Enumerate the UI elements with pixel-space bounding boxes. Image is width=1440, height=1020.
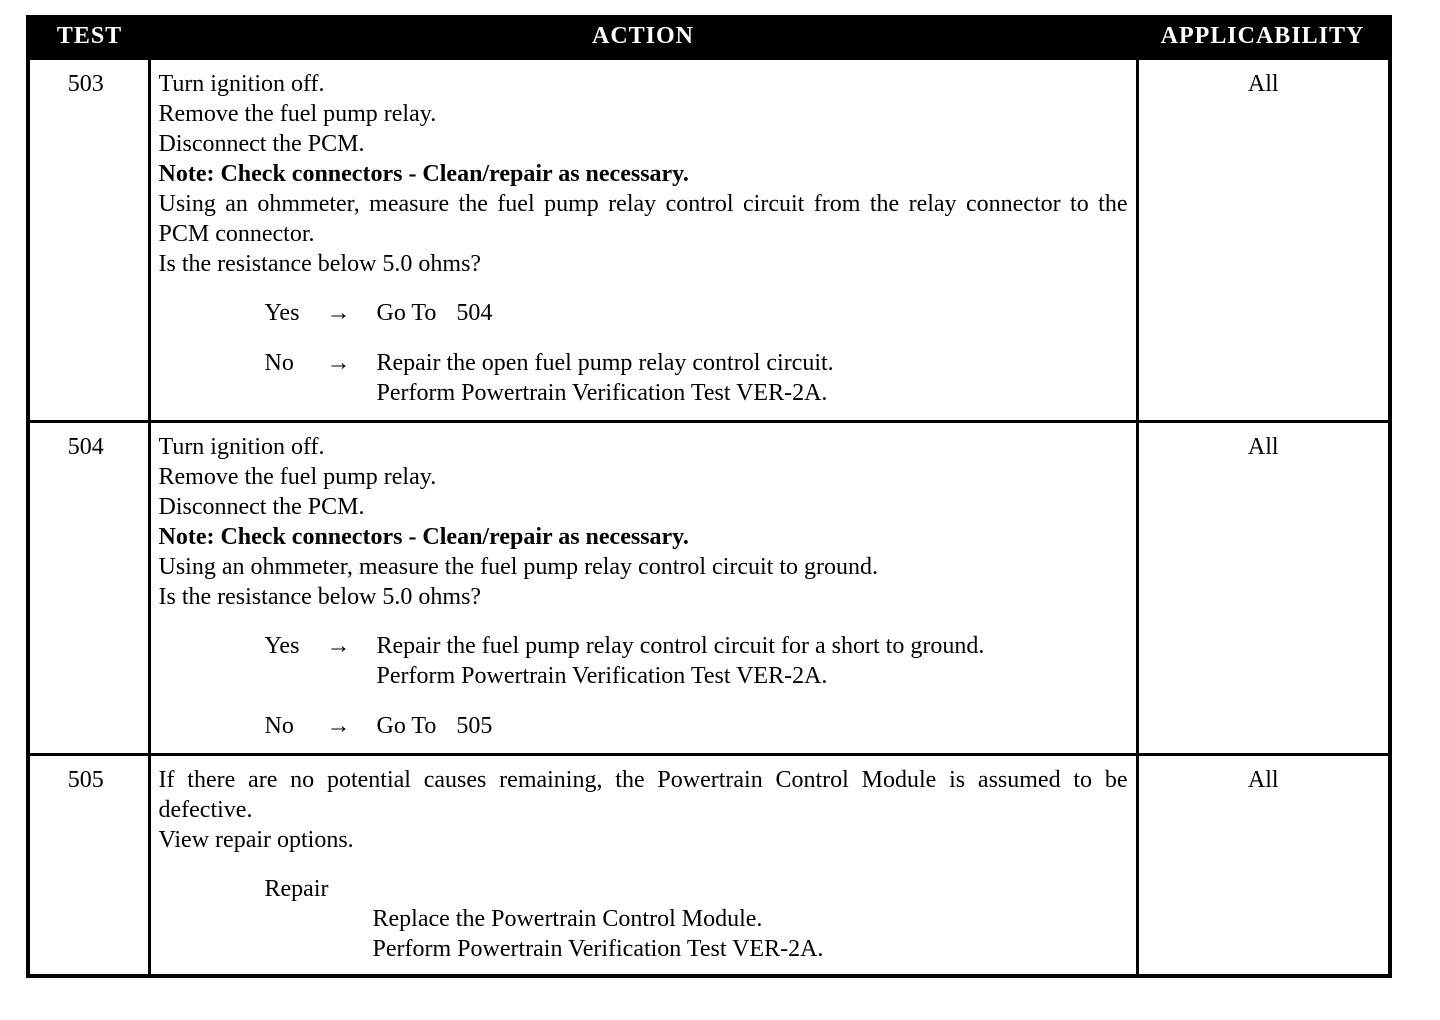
instruction-line: Repair the fuel pump relay control circuit for a short to ground. [376,633,985,659]
yes-branch [265,631,1128,691]
action-cell [149,422,1137,755]
decision-branches [159,631,1128,741]
applicability-cell: All [1137,755,1388,975]
table-row-504 [30,422,1388,755]
branch-instruction [377,348,1128,408]
arrow-icon: → [326,713,351,739]
action-cell [149,755,1137,975]
note-text: Note: Check connectors - Clean/repair as necessary. [158,161,689,187]
goto-instruction [377,711,1128,741]
yes-branch [265,298,1128,328]
instruction-line: Replace the Powertrain Control Module. [372,906,763,932]
applicability-cell: All [1137,422,1388,755]
step-text: Disconnect the PCM. [158,494,365,520]
repair-block [159,874,1128,964]
branch-label: Yes [264,633,300,659]
table-row-503 [30,59,1388,422]
goto-text: Go To [376,300,437,326]
branch-instruction [377,631,1128,691]
branch-label: Yes [264,300,300,326]
step-text: Disconnect the PCM. [158,131,365,157]
diagnostic-table-container [26,15,1392,978]
table-header-row [30,15,1388,59]
step-text: Turn ignition off. [158,434,325,460]
test-number: 505 [30,755,149,975]
no-branch [265,348,1128,408]
note-text: Note: Check connectors - Clean/repair as necessary. [158,524,689,550]
repair-label: Repair [264,876,329,902]
arrow-icon: → [326,350,351,376]
no-branch [265,711,1128,741]
step-text: Turn ignition off. [158,71,325,97]
instruction-line: Perform Powertrain Verification Test VER-2A. [372,936,824,962]
repair-steps [265,904,1128,964]
measure-text: Using an ohmmeter, measure the fuel pump relay control circuit to ground. [158,554,878,580]
step-text: Remove the fuel pump relay. [158,101,437,127]
step-text: Remove the fuel pump relay. [158,464,437,490]
branch-label: No [264,350,294,376]
instruction-line: Perform Powertrain Verification Test VER-2A. [376,663,828,689]
goto-instruction [377,298,1128,328]
header-action: ACTION [149,15,1137,59]
header-test: TEST [30,15,149,59]
goto-target-link[interactable]: 504 [456,300,493,326]
measure-text: Using an ohmmeter, measure the fuel pump relay control circuit from the relay connector to the PCM connector. [158,191,1128,247]
conclusion-text: If there are no potential causes remaining, the Powertrain Control Module is assumed to be defective. [158,767,1128,823]
question-text: Is the resistance below 5.0 ohms? [158,584,482,610]
instruction-line: Perform Powertrain Verification Test VER-2A. [376,380,828,406]
test-number: 503 [30,59,149,422]
question-text: Is the resistance below 5.0 ohms? [158,251,482,277]
arrow-icon: → [326,300,351,326]
branch-label: No [264,713,294,739]
decision-branches [159,298,1128,408]
view-options-text: View repair options. [158,827,354,853]
table-row-505 [30,755,1388,975]
header-applicability: APPLICABILITY [1137,15,1388,59]
instruction-line: Repair the open fuel pump relay control circuit. [376,350,834,376]
goto-text: Go To [376,713,437,739]
test-number: 504 [30,422,149,755]
arrow-icon: → [326,633,351,659]
action-cell [149,59,1137,422]
goto-target-link[interactable]: 505 [456,713,493,739]
diagnostic-test-table [30,15,1388,974]
applicability-cell: All [1137,59,1388,422]
